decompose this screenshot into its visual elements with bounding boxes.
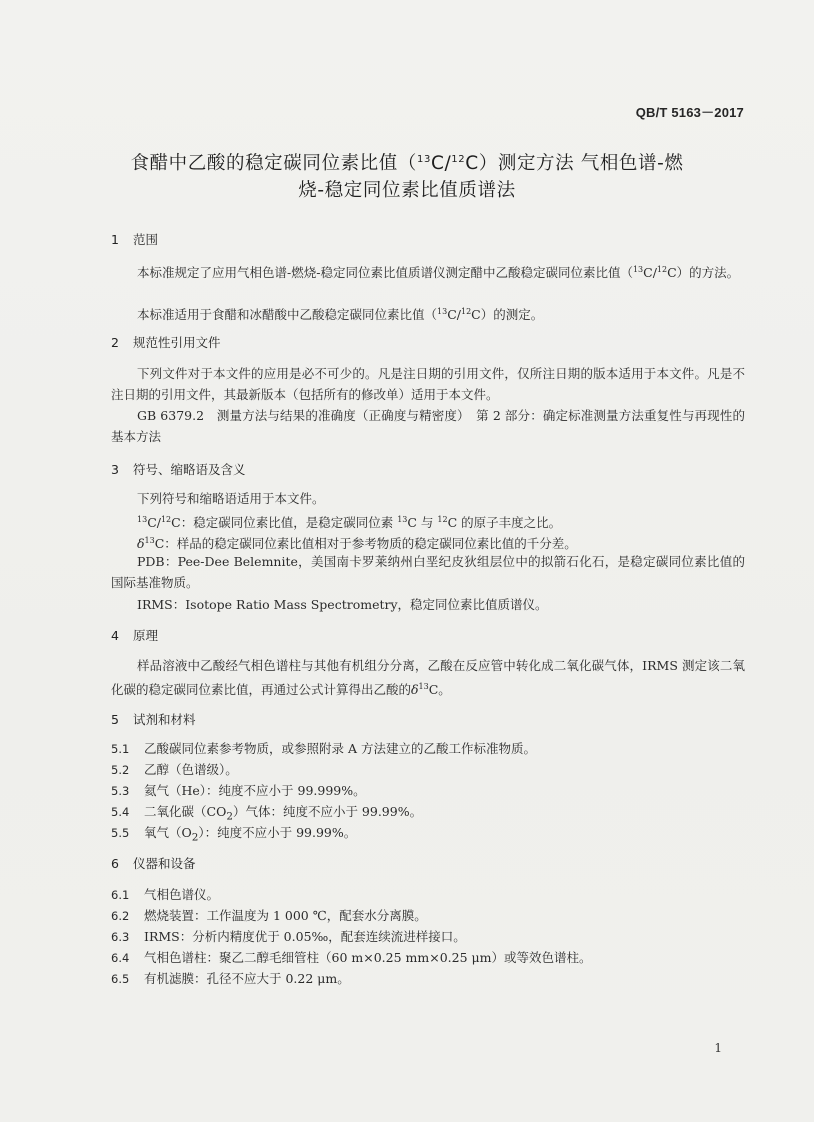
section-heading-2: 2 规范性引用文件 (111, 335, 221, 350)
section-heading-1: 1 范围 (111, 232, 159, 247)
reagent-item-5-4: 5.4 二氧化碳$(CO_2)$气体：纯度不应小于 99.99%。 (111, 804, 423, 823)
scope-paragraph-2: 本标准适用于食醋和冰醋酸中乙酸稳定碳同位素比值（$^{13}$C/$^{12}$C）的测定。 (137, 307, 544, 323)
symbol-definition-delta: $\delta^{13}C$：样品的稳定碳同位素比值相对于参考物质的稳定碳同位素比值的千分差。 (137, 536, 577, 552)
apparatus-item-6-1: 6.1 气相色谱仪。 (111, 887, 220, 902)
apparatus-item-6-4: 6.4 气相色谱柱：聚乙二醇毛细管柱（60 m×0.25 mm×0.25 μm）或等效色谱柱。 (111, 950, 592, 965)
document-code: QB/T 5163－2017 (635, 105, 744, 120)
symbol-definition-irms: IRMS：Isotope Ratio Mass Spectrometry，稳定同位素比值质谱仪。 (137, 597, 548, 612)
symbol-definition-ratio: $^{13}$C/$^{12}$C：稳定碳同位素比值，是稳定碳同位素 $^{13}$C 与 $^{12}$C 的原子丰度之比。 (137, 515, 562, 531)
section-heading-5: 5 试剂和材料 (111, 712, 196, 727)
apparatus-item-6-3: 6.3 IRMS：分析内精度优于 0.05‰，配套连续流进样接口。 (111, 929, 466, 944)
reagent-item-5-2: 5.2 乙醇（色谱级）。 (111, 762, 238, 777)
section-heading-6: 6 仪器和设备 (111, 856, 196, 871)
references-paragraph-1: 下列文件对于本文件的应用是必不可少的。凡是注日期的引用文件，仅所注日期的版本适用于本文件。凡是不注日期的引用文件，其最新版本（包括所有的修改单）适用于本文件。 (111, 366, 745, 402)
document-title (60, 146, 754, 204)
symbol-definition-pdb: PDB：Pee-Dee Belemnite，美国南卡罗莱纳州白垩纪皮狄组层位中的拟箭石化石，是稳定碳同位素比值的国际基准物质。 (111, 554, 745, 590)
section-heading-4: 4 原理 (111, 628, 159, 643)
apparatus-item-6-2: 6.2 燃烧装置：工作温度为 1 000 ℃，配套水分离膜。 (111, 908, 427, 923)
reagent-item-5-3: 5.3 氦气（He）：纯度不应小于 99.999%。 (111, 783, 366, 798)
page-number: 1 (714, 1041, 722, 1055)
scope-paragraph-1: 本标准规定了应用气相色谱-燃烧-稳定同位素比值质谱仪测定醋中乙酸稳定碳同位素比值（$^{13}$C/$^{12}$C）的方法。 (137, 265, 740, 281)
symbols-intro: 下列符号和缩略语适用于本文件。 (137, 491, 325, 506)
references-paragraph-2: GB 6379.2 测量方法与结果的准确度（正确度与精密度） 第 2 部分：确定标准测量方法重复性与再现性的基本方法 (111, 408, 745, 444)
title-line-2: 烧-稳定同位素比值质谱法 (298, 180, 516, 202)
reagent-item-5-5: 5.5 氧气$(O_2)$：纯度不应小于 99.99%。 (111, 825, 357, 844)
principle-paragraph: 样品溶液中乙酸经气相色谱柱与其他有机组分分离，乙酸在反应管中转化成二氧化碳气体，IRMS 测定该二氧化碳的稳定碳同位素比值，再通过公式计算得出乙酸的$\delta^{13}C$。 (111, 658, 745, 697)
reagent-item-5-1: 5.1 乙酸碳同位素参考物质，或参照附录 A 方法建立的乙酸工作标准物质。 (111, 741, 536, 756)
title-line-1: 食醋中乙酸的稳定碳同位素比值（$^{13}$C/$^{12}$C）测定方法 气相色谱-燃 (130, 153, 684, 175)
section-heading-3: 3 符号、缩略语及含义 (111, 462, 246, 477)
apparatus-item-6-5: 6.5 有机滤膜：孔径不应大于 0.22 μm。 (111, 971, 350, 986)
